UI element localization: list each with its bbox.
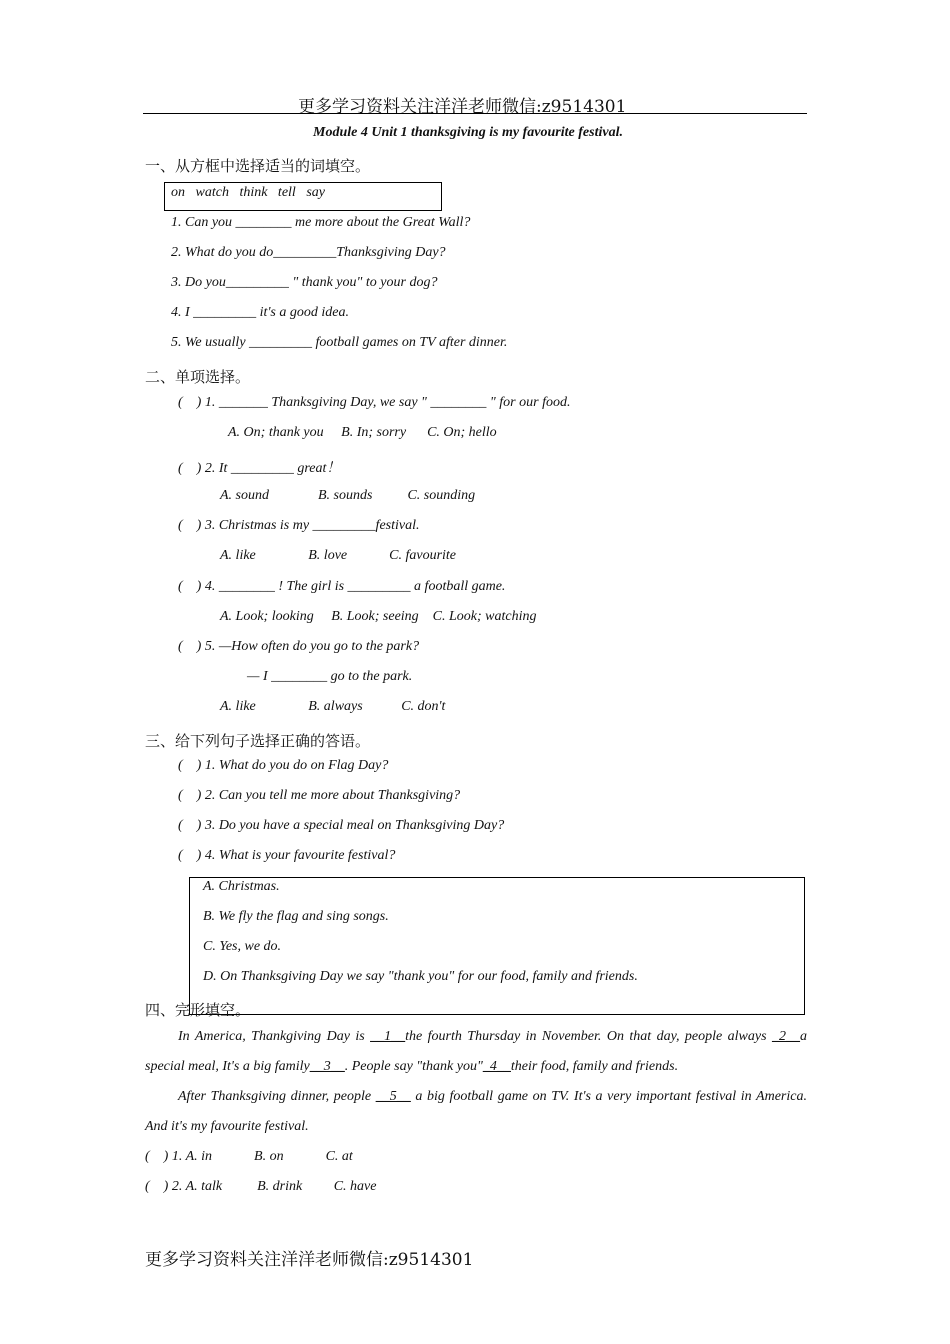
- s3-answer-c: C. Yes, we do.: [203, 939, 282, 954]
- word-box-text: on watch think tell say: [171, 185, 325, 200]
- blank-2: _2__: [771, 1029, 800, 1044]
- s2-question-4: ( ) 4. ________ ! The girl is _________ a football game.: [178, 579, 506, 594]
- answer-box: [189, 877, 805, 1015]
- s3-question-3: ( ) 3. Do you have a special meal on Thanksgiving Day?: [178, 818, 505, 833]
- section4-heading: 四、完形填空。: [145, 1001, 251, 1019]
- p2-text-2: a big football game on TV. It's a very important festival in America. And it's my favourite festival.: [145, 1089, 807, 1134]
- s1-item-1: 1. Can you ________ me more about the Great Wall?: [171, 215, 471, 230]
- s1-item-4: 4. I _________ it's a good idea.: [171, 305, 349, 320]
- s2-question-2: ( ) 2. It _________ great！: [178, 461, 341, 476]
- s2-question-3: ( ) 3. Christmas is my _________festival.: [178, 518, 420, 533]
- s4-choice-1: ( ) 1. A. in B. on C. at: [145, 1149, 353, 1164]
- s1-item-5: 5. We usually _________ football games on TV after dinner.: [171, 335, 508, 350]
- s2-question-5-line2: — I ________ go to the park.: [247, 669, 413, 684]
- s4-choice-2: ( ) 2. A. talk B. drink C. have: [145, 1179, 377, 1194]
- s3-question-1: ( ) 1. What do you do on Flag Day?: [178, 758, 389, 773]
- cloze-passage: [145, 1022, 807, 1142]
- s2-options-2: A. sound B. sounds C. sounding: [220, 488, 476, 503]
- p1-text-1: In America, Thankgiving Day is: [178, 1029, 371, 1044]
- s2-question-1: ( ) 1. _______ Thanksgiving Day, we say " ________ " for our food.: [178, 395, 571, 410]
- s2-question-5: ( ) 5. —How often do you go to the park?: [178, 639, 420, 654]
- s1-item-2: 2. What do you do_________Thanksgiving Day?: [171, 245, 446, 260]
- s1-item-3: 3. Do you_________ " thank you" to your dog?: [171, 275, 438, 290]
- s3-question-2: ( ) 2. Can you tell me more about Thanksgiving?: [178, 788, 461, 803]
- blank-4: _4__: [482, 1059, 511, 1074]
- header-rule: [143, 113, 807, 114]
- s3-answer-d: D. On Thanksgiving Day we say "thank you" for our food, family and friends.: [203, 969, 638, 984]
- s2-options-1: A. On; thank you B. In; sorry C. On; hello: [228, 425, 497, 440]
- section2-heading: 二、单项选择。: [145, 368, 251, 386]
- blank-1: __1__: [370, 1029, 406, 1044]
- blank-5: __5__: [375, 1089, 411, 1104]
- s3-question-4: ( ) 4. What is your favourite festival?: [178, 848, 396, 863]
- p1-text-4: . People say "thank you": [344, 1059, 483, 1074]
- p2-text-1: After Thanksgiving dinner, people: [178, 1089, 376, 1104]
- section3-heading: 三、给下列句子选择正确的答语。: [145, 732, 371, 750]
- s2-options-4: A. Look; looking B. Look; seeing C. Look; watching: [220, 609, 537, 624]
- blank-3: __3__: [309, 1059, 345, 1074]
- page-footer: 更多学习资料关注洋洋老师微信:z9514301: [145, 1250, 474, 1270]
- p1-text-2: the fourth Thursday in November. On that day, people always: [405, 1029, 772, 1044]
- cloze-paragraph-2: [145, 1082, 807, 1142]
- p1-text-3: a special meal, It's a big family: [145, 1029, 807, 1074]
- cloze-paragraph-1: [145, 1022, 807, 1082]
- s2-options-3: A. like B. love C. favourite: [220, 548, 457, 563]
- p1-text-5: their food, family and friends.: [510, 1059, 679, 1074]
- s2-options-5: A. like B. always C. don't: [220, 699, 446, 714]
- page-header: 更多学习资料关注洋洋老师微信:z9514301: [298, 97, 627, 117]
- section1-heading: 一、从方框中选择适当的词填空。: [145, 157, 371, 175]
- page-title: Module 4 Unit 1 thanksgiving is my favourite festival.: [313, 125, 623, 140]
- s3-answer-a: A. Christmas.: [203, 879, 280, 894]
- s3-answer-b: B. We fly the flag and sing songs.: [203, 909, 389, 924]
